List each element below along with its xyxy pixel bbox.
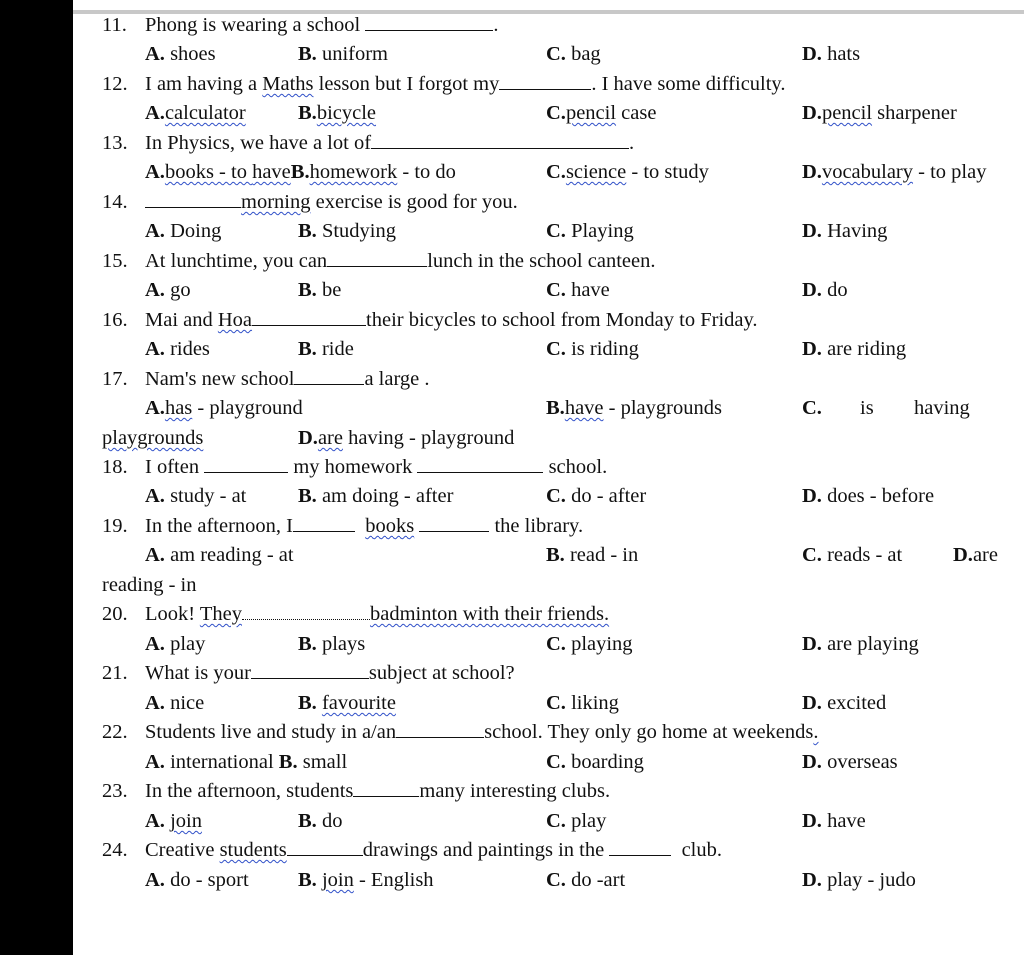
option-a: A. international B. small <box>145 751 348 773</box>
question-20 <box>73 600 1024 629</box>
options-11 <box>73 40 1024 69</box>
option-b: B. Studying <box>298 220 396 242</box>
question-23 <box>73 777 1024 806</box>
option-c: C. Playing <box>546 220 634 242</box>
option-c: C.science - to study <box>546 161 709 183</box>
option-b: B. join - English <box>298 869 434 891</box>
option-d: D. are riding <box>802 338 907 360</box>
options-13 <box>73 158 1024 187</box>
answer-blank <box>145 189 241 208</box>
question-text: Mai and Hoa their bicycles to school from Monday to Friday. <box>145 309 758 331</box>
question-24 <box>73 836 1024 865</box>
question-text: morning exercise is good for you. <box>145 188 518 217</box>
question-13 <box>73 129 1024 158</box>
answer-blank <box>251 660 369 679</box>
question-number: 21. <box>102 662 128 684</box>
question-number: 23. <box>102 780 128 802</box>
option-a: A. study - at <box>145 485 247 507</box>
option-d: D. hats <box>802 43 861 65</box>
option-a: A.books - to haveB.homework - to do <box>145 161 456 183</box>
options-23 <box>73 807 1024 836</box>
options-21 <box>73 689 1024 718</box>
option-c: C. do -art <box>546 869 626 891</box>
options-14 <box>73 217 1024 246</box>
question-21 <box>73 659 1024 688</box>
option-d: D. excited <box>802 692 887 714</box>
option-d: D.are <box>953 544 998 566</box>
options-16 <box>73 335 1024 364</box>
option-c-word-3: playgrounds <box>102 427 204 449</box>
option-c-letter: C. <box>802 397 822 419</box>
options-12 <box>73 99 1024 128</box>
question-number: 12. <box>102 73 128 95</box>
option-c: C. play <box>546 810 607 832</box>
option-c: C.pencil case <box>546 102 657 124</box>
option-b: B.bicycle <box>298 102 377 124</box>
option-c: C. reads - at <box>802 544 903 566</box>
options-19-continued <box>73 571 1024 600</box>
question-number: 11. <box>102 14 127 36</box>
answer-blank <box>287 837 363 856</box>
option-a: A. nice <box>145 692 205 714</box>
option-c: C. is riding <box>546 338 639 360</box>
option-a: A. join <box>145 810 202 832</box>
question-text: Students live and study in a/an school. They only go home at weekends. <box>145 721 819 743</box>
option-d: D.vocabulary - to play <box>802 161 987 183</box>
options-20 <box>73 630 1024 659</box>
option-d: D. Having <box>802 220 888 242</box>
question-12 <box>73 70 1024 99</box>
answer-blank <box>242 601 370 620</box>
option-d: D. have <box>802 810 866 832</box>
option-d: D. are playing <box>802 633 919 655</box>
option-c: C. do - after <box>546 485 647 507</box>
question-number: 13. <box>102 132 128 154</box>
option-a: A. shoes <box>145 43 216 65</box>
answer-blank <box>609 837 671 856</box>
question-number: 15. <box>102 250 128 272</box>
option-c: C. have <box>546 279 610 301</box>
options-19 <box>73 541 1024 570</box>
option-d: D. does - before <box>802 485 935 507</box>
question-number: 24. <box>102 839 128 861</box>
question-text: What is your subject at school? <box>145 662 515 684</box>
question-17 <box>73 365 1024 394</box>
options-17-continued <box>73 424 1024 453</box>
option-a: A. Doing <box>145 220 222 242</box>
question-number: 17. <box>102 368 128 390</box>
question-14 <box>73 188 1024 217</box>
option-b: B. be <box>298 279 342 301</box>
option-c-word-1: is <box>860 397 874 419</box>
options-24 <box>73 866 1024 895</box>
question-19 <box>73 512 1024 541</box>
option-b: B.have - playgrounds <box>546 397 722 419</box>
answer-blank <box>294 366 364 385</box>
option-c: C. playing <box>546 633 633 655</box>
options-17 <box>73 394 1024 423</box>
options-15 <box>73 276 1024 305</box>
answer-blank <box>293 513 355 532</box>
option-d: D. play - judo <box>802 869 916 891</box>
option-c-word-2: having <box>914 397 970 419</box>
question-22 <box>73 718 1024 747</box>
answer-blank <box>396 719 484 738</box>
question-number: 14. <box>102 191 128 213</box>
option-d: D. overseas <box>802 751 898 773</box>
answer-blank <box>417 454 543 473</box>
question-text: In the afternoon, I books the library. <box>145 515 584 537</box>
question-text: Look! They badminton with their friends. <box>145 603 610 625</box>
option-b: B. uniform <box>298 43 388 65</box>
option-d: D.pencil sharpener <box>802 102 957 124</box>
option-a: A.calculator <box>145 102 246 124</box>
option-c: C. bag <box>546 43 601 65</box>
option-a: A. do - sport <box>145 869 249 891</box>
answer-blank <box>365 12 493 31</box>
worksheet-page <box>73 0 1024 955</box>
question-text: At lunchtime, you can lunch in the school canteen. <box>145 250 656 272</box>
option-a: A. rides <box>145 338 210 360</box>
question-text: In the afternoon, students many interesting clubs. <box>145 780 611 802</box>
option-a: A. go <box>145 279 191 301</box>
answer-blank <box>252 307 366 326</box>
question-number: 22. <box>102 721 128 743</box>
option-d-continued: reading - in <box>102 574 197 596</box>
answer-blank <box>204 454 288 473</box>
question-text: Nam's new school a large . <box>145 368 430 390</box>
question-number: 19. <box>102 515 128 537</box>
question-15 <box>73 247 1024 276</box>
question-text: Phong is wearing a school . <box>145 14 499 36</box>
option-a: A. play <box>145 633 206 655</box>
option-b: B. do <box>298 810 343 832</box>
option-d: D. do <box>802 279 848 301</box>
option-a: A.has - playground <box>145 397 303 419</box>
answer-blank <box>371 130 629 149</box>
question-number: 18. <box>102 456 128 478</box>
option-b: B. ride <box>298 338 354 360</box>
answer-blank <box>327 248 427 267</box>
option-b: B. read - in <box>546 544 639 566</box>
option-c: C. boarding <box>546 751 644 773</box>
question-text: Creative students drawings and paintings in the club. <box>145 839 722 861</box>
question-11 <box>73 11 1024 40</box>
answer-blank <box>419 513 489 532</box>
option-a: A. am reading - at <box>145 544 294 566</box>
option-d: D.are having - playground <box>298 427 515 449</box>
option-b: B. favourite <box>298 692 396 714</box>
option-b: B. plays <box>298 633 366 655</box>
options-18 <box>73 482 1024 511</box>
question-text: I often my homework school. <box>145 456 608 478</box>
options-22 <box>73 748 1024 777</box>
answer-blank <box>499 71 591 90</box>
question-18 <box>73 453 1024 482</box>
option-b: B. am doing - after <box>298 485 454 507</box>
question-text: In Physics, we have a lot of . <box>145 132 635 154</box>
question-16 <box>73 306 1024 335</box>
question-number: 20. <box>102 603 128 625</box>
question-number: 16. <box>102 309 128 331</box>
option-c: C. liking <box>546 692 619 714</box>
question-text: I am having a Maths lesson but I forgot my . I have some difficulty. <box>145 73 786 95</box>
page-top-border <box>73 10 1024 14</box>
answer-blank <box>353 778 419 797</box>
